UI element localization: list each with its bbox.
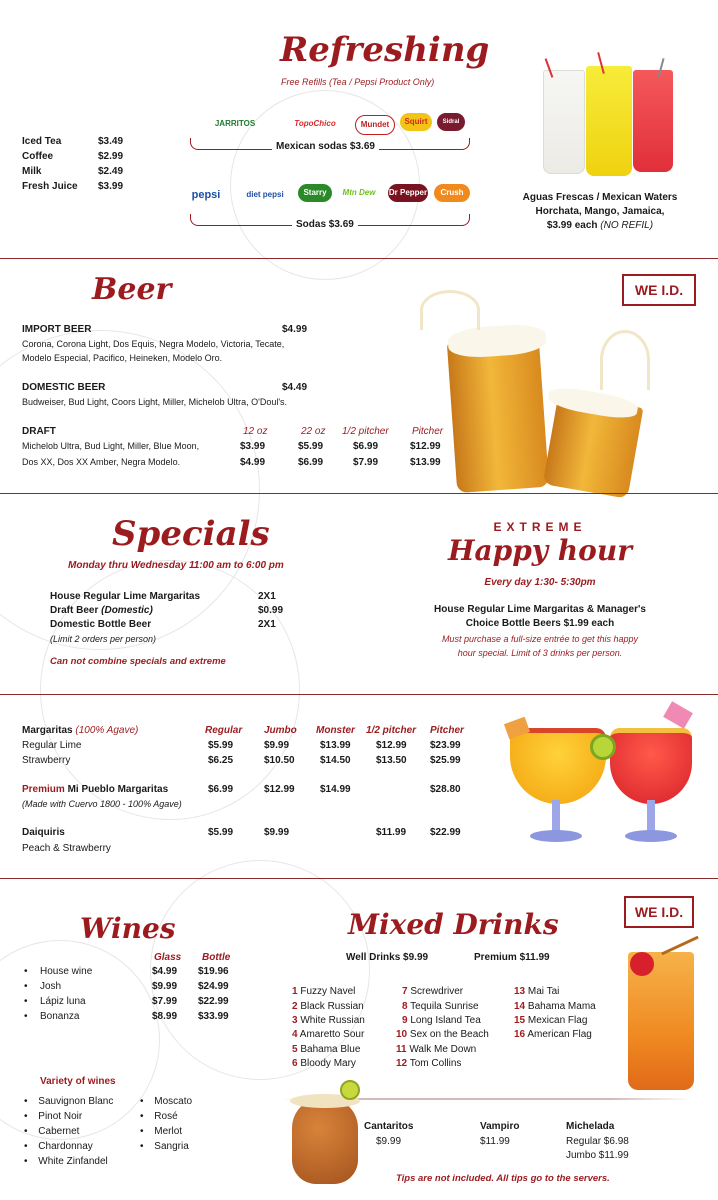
cantaritos-price: $9.99: [376, 1136, 402, 1147]
special-item-name: Draft Beer: [50, 605, 99, 616]
drink-name: Tom Collins: [409, 1058, 462, 1069]
pepsi-logo: pepsi: [191, 189, 221, 201]
list-item: • Sangria: [140, 1141, 189, 1152]
import-beer-list: Modelo Especial, Pacifico, Heineken, Modelo Oro.: [22, 353, 223, 363]
marg-price: $13.50: [376, 755, 407, 766]
marg-price: $25.99: [430, 755, 461, 766]
daiquiri-price: $11.99: [376, 827, 407, 838]
drink-name: Sex on the Beach: [409, 1029, 489, 1040]
special-item-note: (Domestic): [101, 605, 153, 616]
drink-number: 5: [292, 1044, 298, 1055]
list-item: • Rosé: [140, 1111, 178, 1122]
daiquiri-flavor: Peach & Strawberry: [22, 843, 111, 854]
beer-title: Beer: [92, 272, 172, 307]
jarritos-logo: JARRITOS: [214, 119, 256, 128]
wine-bottle-price: $24.99: [198, 981, 229, 992]
wine-header: Bottle: [202, 952, 231, 963]
marg-row-name: Strawberry: [22, 755, 71, 766]
marg-header: Jumbo: [264, 725, 297, 736]
drink-number: 16: [514, 1029, 526, 1040]
drink-name: Screwdriver: [410, 986, 464, 997]
margaritas-label: Margaritas: [22, 725, 73, 736]
starry-logo: Starry: [298, 184, 332, 202]
squirt-logo: Squirt: [400, 113, 432, 131]
marg-price: $12.99: [376, 740, 407, 751]
margaritas-heading: [22, 725, 138, 736]
domestic-beer-price: $4.49: [282, 382, 308, 393]
refills-note: Free Refills (Tea / Pepsi Product Only): [281, 77, 435, 87]
list-item: [396, 1029, 489, 1040]
list-item: • Chardonnay: [24, 1141, 93, 1152]
section-divider: [0, 258, 718, 259]
specials-schedule: Monday thru Wednesday 11:00 am to 6:00 pm: [68, 560, 284, 571]
drink-number: 2: [292, 1001, 298, 1012]
wine-name: Bonanza: [40, 1011, 80, 1022]
list-item: • White Zinfandel: [24, 1156, 108, 1167]
mexican-sodas-price: Mexican sodas $3.69: [272, 141, 379, 152]
wine-bottle-price: $22.99: [198, 996, 229, 1007]
daiquiri-price: $5.99: [208, 827, 234, 838]
marg-price: $23.99: [430, 740, 461, 751]
item-price: $3.49: [98, 136, 124, 147]
wine-bullet: •: [24, 1011, 28, 1022]
wine-glass-price: $9.99: [152, 981, 178, 992]
item-price: $3.99: [98, 181, 124, 192]
marg-price: $28.80: [430, 784, 461, 795]
variety-title: Variety of wines: [40, 1076, 116, 1087]
drink-number: 15: [514, 1015, 526, 1026]
drink-name: Long Island Tea: [410, 1015, 481, 1026]
list-item: [292, 1044, 360, 1055]
aguas-flavors: Horchata, Mango, Jamaica,: [535, 206, 665, 217]
mtn-dew-logo: Mtn Dew: [342, 188, 376, 197]
import-beer-price: $4.99: [282, 324, 308, 335]
draft-row-desc: Dos XX, Dos XX Amber, Negra Modelo.: [22, 457, 181, 467]
drink-name: Fuzzy Navel: [300, 986, 356, 997]
aguas-title: Aguas Frescas / Mexican Waters: [522, 192, 678, 203]
list-item: [292, 986, 355, 997]
drink-name: Mai Tai: [527, 986, 560, 997]
drink-name: Black Russian: [300, 1001, 364, 1012]
special-price: 2X1: [258, 619, 276, 630]
list-item: Iced Tea: [22, 136, 62, 147]
marg-header: Monster: [316, 725, 355, 736]
drink-number: 3: [292, 1015, 298, 1026]
drink-name: Bahama Mama: [527, 1001, 596, 1012]
drink-name: Bloody Mary: [300, 1058, 356, 1069]
wine-glass-price: $7.99: [152, 996, 178, 1007]
marg-price: $12.99: [264, 784, 295, 795]
dr-pepper-logo: Dr Pepper: [388, 184, 428, 202]
draft-price: $7.99: [353, 457, 379, 468]
variety-name: White Zinfandel: [38, 1156, 108, 1167]
list-item: • Pinot Noir: [24, 1111, 83, 1122]
section-divider: [0, 878, 718, 879]
list-item: Coffee: [22, 151, 54, 162]
diet-pepsi-logo: diet pepsi: [246, 190, 284, 199]
wine-header: Glass: [154, 952, 182, 963]
special-price: 2X1: [258, 591, 276, 602]
domestic-beer-list: Budweiser, Bud Light, Coors Light, Miller, Michelob Ultra, O'Doul's.: [22, 397, 288, 407]
mixed-drinks-title: Mixed Drinks: [348, 908, 559, 941]
wine-bullet: •: [24, 996, 28, 1007]
vampiro-price: $11.99: [480, 1136, 510, 1147]
list-item: [396, 1058, 461, 1069]
happy-hour-note: Must purchase a full-size entrée to get this happy: [441, 634, 639, 644]
list-item: [514, 1015, 587, 1026]
michelada-label: Michelada: [566, 1121, 615, 1132]
crush-logo: Crush: [434, 184, 470, 202]
wine-bullet: •: [24, 966, 28, 977]
marg-price: $14.50: [320, 755, 351, 766]
sidral-logo: Sidral: [437, 113, 465, 131]
list-item: Fresh Juice: [22, 181, 78, 192]
daiquiri-price: $22.99: [430, 827, 461, 838]
marg-price: $10.50: [264, 755, 295, 766]
item-price: $2.99: [98, 151, 124, 162]
wine-glass-price: $8.99: [152, 1011, 178, 1022]
list-item: [292, 1029, 364, 1040]
list-item: [514, 1001, 596, 1012]
drink-name: Walk Me Down: [409, 1044, 477, 1055]
marg-price: $14.99: [320, 784, 351, 795]
premium-note: (Made with Cuervo 1800 - 100% Agave): [22, 799, 182, 809]
premium-margaritas: [22, 784, 168, 795]
wines-title: Wines: [80, 912, 176, 945]
mundet-logo: Mundet: [355, 115, 395, 135]
list-item: Milk: [22, 166, 42, 177]
special-item: [50, 605, 153, 616]
michelada-jumbo: Jumbo $11.99: [566, 1150, 629, 1161]
marg-price: $5.99: [208, 740, 234, 751]
list-item: • Sauvignon Blanc: [24, 1096, 114, 1107]
happy-hour-note: hour special. Limit of 3 drinks per person.: [457, 648, 623, 658]
list-item: [292, 1001, 364, 1012]
draft-price: $5.99: [298, 441, 324, 452]
marg-price: $9.99: [264, 740, 290, 751]
drink-name: Bahama Blue: [300, 1044, 361, 1055]
marg-header: Regular: [205, 725, 243, 736]
drink-number: 8: [402, 1001, 408, 1012]
section-divider: [0, 493, 718, 494]
draft-label: DRAFT: [22, 426, 56, 437]
topochico-logo: TopoChico: [294, 119, 336, 128]
happy-hour-title: Happy hour: [448, 534, 632, 567]
marg-row-name: Regular Lime: [22, 740, 82, 751]
drink-number: 13: [514, 986, 526, 997]
list-item: • Merlot: [140, 1126, 183, 1137]
marg-price: $13.99: [320, 740, 351, 751]
variety-name: Cabernet: [38, 1126, 80, 1137]
list-item: [292, 1058, 356, 1069]
marg-header: Pitcher: [430, 725, 464, 736]
import-beer-list: Corona, Corona Light, Dos Equis, Negra Modelo, Victoria, Tecate,: [22, 339, 285, 349]
marg-header: 1/2 pitcher: [366, 725, 417, 736]
daiquiri-price: $9.99: [264, 827, 290, 838]
variety-name: Rosé: [154, 1111, 178, 1122]
specials-title: Specials: [112, 514, 270, 554]
specials-warning: Can not combine specials and extreme: [50, 656, 226, 667]
special-price: $0.99: [258, 605, 284, 616]
list-item: [402, 986, 463, 997]
cantaritos-label: Cantaritos: [364, 1121, 414, 1132]
item-price: $2.49: [98, 166, 124, 177]
draft-header: 12 oz: [243, 426, 268, 437]
aguas-price-line: [490, 220, 710, 231]
draft-header: 22 oz: [301, 426, 326, 437]
list-item: [396, 1044, 476, 1055]
drink-number: 14: [514, 1001, 526, 1012]
draft-header: Pitcher: [412, 426, 444, 437]
list-item: [514, 986, 559, 997]
wine-bottle-price: $33.99: [198, 1011, 229, 1022]
drink-number: 12: [396, 1058, 408, 1069]
happy-hour-time: Every day 1:30- 5:30pm: [484, 577, 596, 588]
draft-price: $13.99: [410, 457, 441, 468]
happy-hour-offer: House Regular Lime Margaritas & Manager's: [434, 604, 646, 615]
draft-price: $6.99: [298, 457, 324, 468]
import-beer-label: IMPORT BEER: [22, 324, 92, 335]
draft-price: $3.99: [240, 441, 266, 452]
drink-number: 9: [402, 1015, 408, 1026]
premium-drinks-price: Premium $11.99: [474, 952, 550, 963]
list-item: [402, 1015, 481, 1026]
drink-name: White Russian: [300, 1015, 365, 1026]
marg-price: $6.99: [208, 784, 234, 795]
draft-price: $12.99: [410, 441, 441, 452]
list-item: • Moscato: [140, 1096, 193, 1107]
variety-name: Chardonnay: [38, 1141, 93, 1152]
extreme-label: EXTREME: [493, 520, 587, 534]
drink-name: American Flag: [527, 1029, 592, 1040]
list-item: • Cabernet: [24, 1126, 80, 1137]
sodas-price: Sodas $3.69: [292, 219, 358, 230]
wine-bullet: •: [24, 981, 28, 992]
tips-note: Tips are not included. All tips go to the servers.: [396, 1173, 610, 1184]
special-item: House Regular Lime Margaritas: [50, 591, 201, 602]
draft-price: $4.99: [240, 457, 266, 468]
drink-number: 11: [396, 1044, 407, 1055]
premium-word: Premium: [22, 784, 65, 795]
drink-number: 4: [292, 1029, 298, 1040]
drink-number: 1: [292, 986, 298, 997]
specials-limit: (Limit 2 orders per person): [50, 634, 157, 644]
list-item: [292, 1015, 365, 1026]
wine-name: Lápiz luna: [40, 996, 86, 1007]
variety-name: Merlot: [154, 1126, 183, 1137]
aguas-no-refill: (NO REFIL): [600, 220, 654, 231]
variety-name: Pinot Noir: [38, 1111, 83, 1122]
draft-row-desc: Michelob Ultra, Bud Light, Miller, Blue Moon,: [22, 441, 200, 451]
section-divider: [0, 694, 718, 695]
variety-name: Sauvignon Blanc: [38, 1096, 114, 1107]
variety-name: Moscato: [154, 1096, 193, 1107]
drink-name: Amaretto Sour: [299, 1029, 365, 1040]
marg-price: $6.25: [208, 755, 234, 766]
happy-hour-offer: Choice Bottle Beers $1.99 each: [465, 618, 615, 629]
drink-number: 10: [396, 1029, 408, 1040]
drink-name: Mexican Flag: [527, 1015, 588, 1026]
premium-name: Mi Pueblo Margaritas: [67, 784, 169, 795]
list-item: [402, 1001, 479, 1012]
domestic-beer-label: DOMESTIC BEER: [22, 382, 106, 393]
drink-name: Tequila Sunrise: [410, 1001, 479, 1012]
drink-number: 6: [292, 1058, 298, 1069]
refreshing-title: Refreshing: [280, 30, 490, 70]
margaritas-agave: (100% Agave): [75, 725, 139, 736]
we-id-badge: WE I.D.: [624, 896, 694, 928]
we-id-badge: WE I.D.: [622, 274, 696, 306]
list-item: [514, 1029, 592, 1040]
aguas-price: $3.99 each: [546, 220, 598, 231]
wine-glass-price: $4.99: [152, 966, 178, 977]
michelada-regular: Regular $6.98: [566, 1136, 629, 1147]
wine-bottle-price: $19.96: [198, 966, 229, 977]
well-drinks-price: Well Drinks $9.99: [346, 952, 429, 963]
special-item: Domestic Bottle Beer: [50, 619, 152, 630]
drink-number: 7: [402, 986, 408, 997]
wine-name: House wine: [40, 966, 93, 977]
draft-price: $6.99: [353, 441, 379, 452]
daiquiris-label: Daiquiris: [22, 827, 65, 838]
draft-header: 1/2 pitcher: [342, 426, 389, 437]
variety-name: Sangria: [154, 1141, 189, 1152]
vampiro-label: Vampiro: [480, 1121, 520, 1132]
wine-name: Josh: [40, 981, 62, 992]
